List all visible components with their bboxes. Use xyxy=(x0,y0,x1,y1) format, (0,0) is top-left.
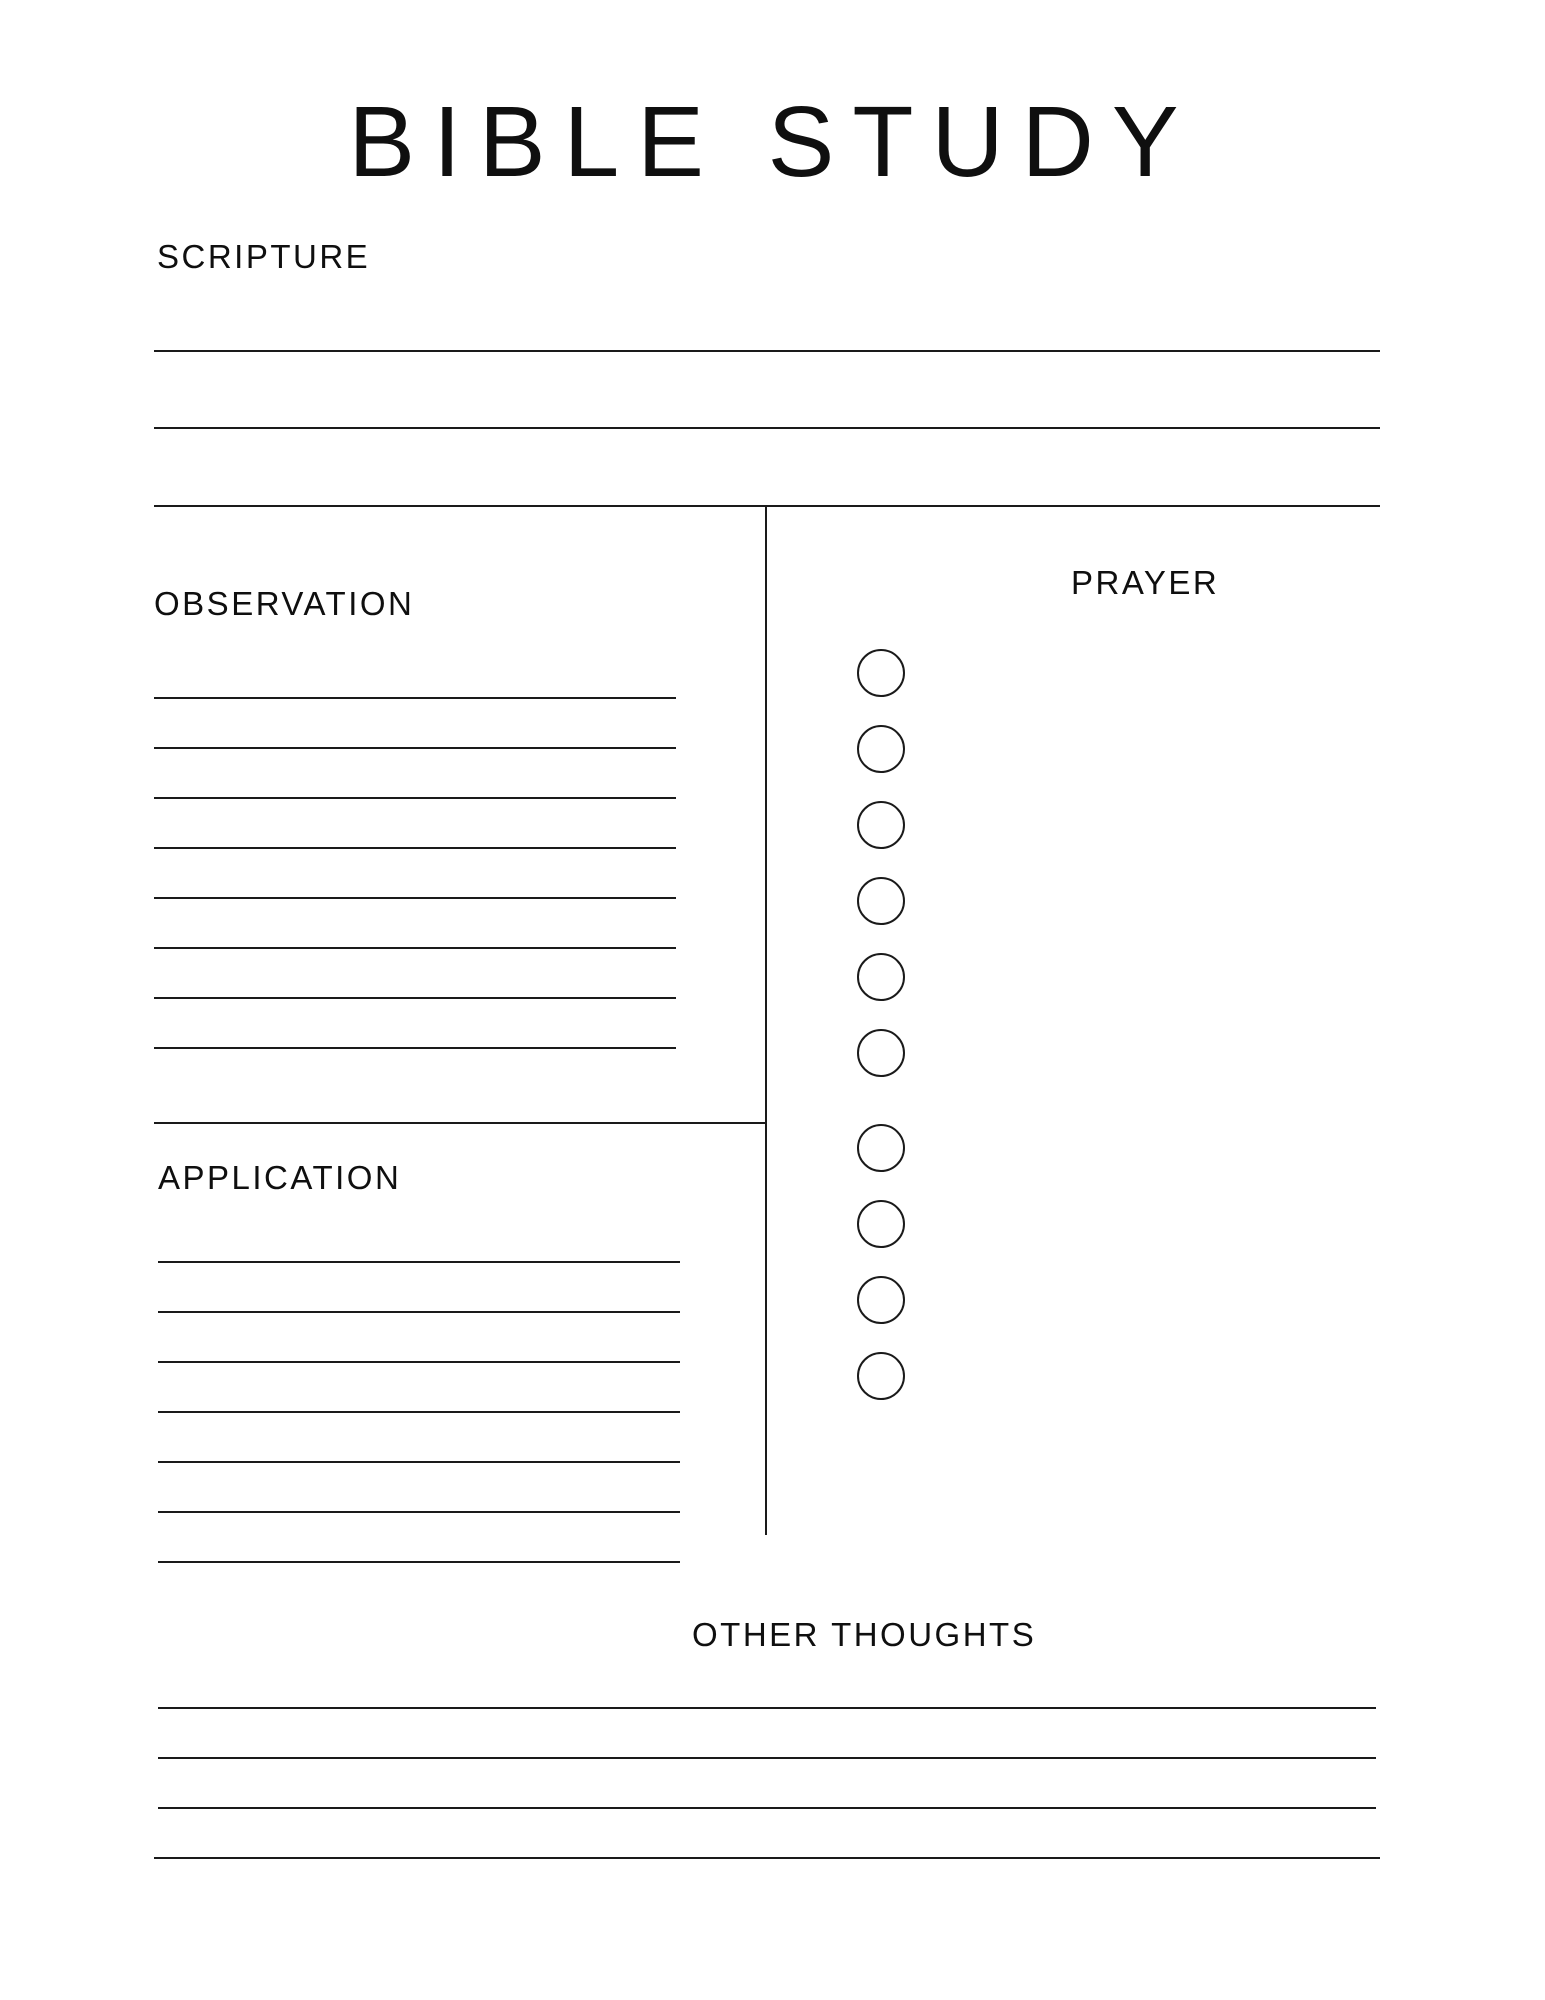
scripture-label: SCRIPTURE xyxy=(157,238,371,275)
other-thoughts-writing-line[interactable] xyxy=(158,1807,1376,1809)
observation-writing-line[interactable] xyxy=(154,697,676,699)
application-writing-line[interactable] xyxy=(158,1311,680,1313)
observation-writing-line[interactable] xyxy=(154,997,676,999)
prayer-checkbox-circle[interactable] xyxy=(857,801,905,849)
application-label: APPLICATION xyxy=(158,1159,402,1196)
prayer-checkbox-circle[interactable] xyxy=(857,649,905,697)
observation-writing-line[interactable] xyxy=(154,797,676,799)
observation-label: OBSERVATION xyxy=(154,585,415,622)
observation-writing-line[interactable] xyxy=(154,747,676,749)
prayer-checkbox-circle[interactable] xyxy=(857,725,905,773)
prayer-checkbox-circle[interactable] xyxy=(857,1029,905,1077)
prayer-checkbox-circle[interactable] xyxy=(857,1124,905,1172)
other-thoughts-writing-line[interactable] xyxy=(154,1857,1380,1859)
application-writing-line[interactable] xyxy=(158,1361,680,1363)
section-divider xyxy=(154,505,1380,507)
application-writing-line[interactable] xyxy=(158,1261,680,1263)
section-divider xyxy=(154,1122,766,1124)
prayer-checkbox-circle[interactable] xyxy=(857,877,905,925)
application-writing-line[interactable] xyxy=(158,1461,680,1463)
prayer-checkbox-circle[interactable] xyxy=(857,1352,905,1400)
other-thoughts-label: OTHER THOUGHTS xyxy=(692,1616,1037,1653)
page-title: BIBLE STUDY xyxy=(348,86,1197,198)
observation-writing-line[interactable] xyxy=(154,1047,676,1049)
observation-writing-line[interactable] xyxy=(154,897,676,899)
column-divider xyxy=(765,505,767,1535)
prayer-checkbox-circle[interactable] xyxy=(857,1200,905,1248)
other-thoughts-writing-line[interactable] xyxy=(158,1757,1376,1759)
other-thoughts-writing-line[interactable] xyxy=(158,1707,1376,1709)
prayer-label: PRAYER xyxy=(1071,564,1220,601)
application-writing-line[interactable] xyxy=(158,1411,680,1413)
observation-writing-line[interactable] xyxy=(154,847,676,849)
application-writing-line[interactable] xyxy=(158,1561,680,1563)
observation-writing-line[interactable] xyxy=(154,947,676,949)
scripture-writing-line[interactable] xyxy=(154,427,1380,429)
prayer-checkbox-circle[interactable] xyxy=(857,1276,905,1324)
application-writing-line[interactable] xyxy=(158,1511,680,1513)
scripture-writing-line[interactable] xyxy=(154,350,1380,352)
prayer-checkbox-circle[interactable] xyxy=(857,953,905,1001)
